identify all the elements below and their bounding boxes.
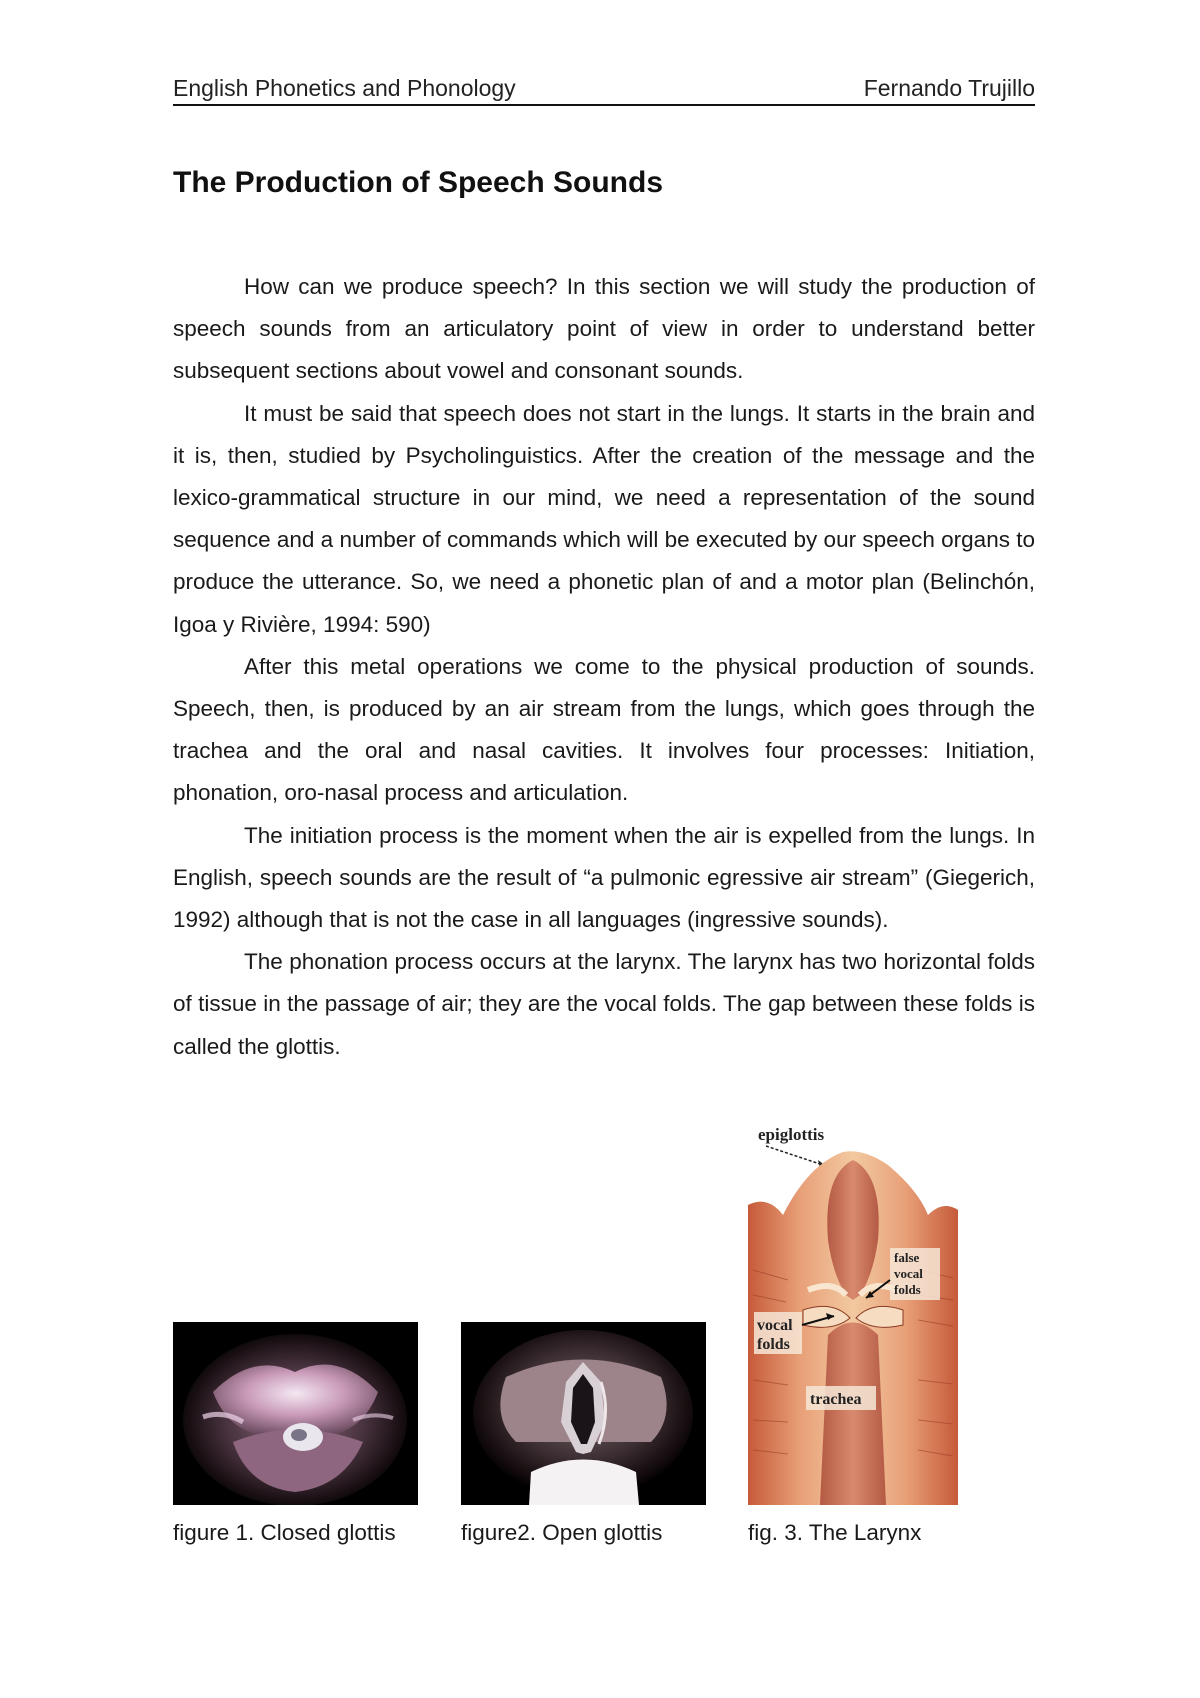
paragraph-phonation: The phonation process occurs at the larynx. The larynx has two horizontal folds of tissue in the passage of air; they are the vocal folds. The gap between these folds is called the glottis. bbox=[173, 949, 1035, 1059]
vocal-folds-label-line2: folds bbox=[757, 1336, 790, 1353]
figure-1-caption: figure 1. Closed glottis bbox=[173, 1520, 396, 1545]
paragraph-initiation: The initiation process is the moment when the air is expelled from the lungs. In English, speech sounds are the result of “a pulmonic egressive air stream” (Giegerich, 1992) although that is not the case in all languages (ingressive sounds). bbox=[173, 822, 1035, 933]
false-vocal-folds-label-line2: vocal bbox=[894, 1266, 923, 1281]
trachea-label: trachea bbox=[810, 1391, 862, 1408]
paragraph-physical-production: After this metal operations we come to the physical production of sounds. Speech, then, is produced by an air stream from the lungs, which goes through the trachea and the oral and nasal cavities. It involves four processes: Initiation, phonation, oro-nasal process and articulation. bbox=[173, 653, 1035, 806]
figure-closed-glottis bbox=[173, 1322, 418, 1545]
running-header bbox=[173, 70, 1035, 102]
figure-2-caption: figure2. Open glottis bbox=[461, 1520, 663, 1545]
document-page bbox=[173, 0, 1035, 1698]
false-vocal-folds-label-line1: false bbox=[894, 1250, 920, 1265]
vocal-folds-label-line1: vocal bbox=[757, 1317, 793, 1334]
header-rule bbox=[173, 104, 1035, 106]
paragraph-intro: How can we produce speech? In this section we will study the production of speech sounds from an articulatory point of view in order to understand better subsequent sections about vowel and consonant sounds. bbox=[173, 274, 1035, 384]
document-title: The Production of Speech Sounds bbox=[173, 166, 664, 199]
open-glottis-photo bbox=[461, 1322, 706, 1505]
figure-larynx bbox=[748, 1120, 958, 1545]
body-text bbox=[173, 266, 1035, 1068]
larynx-diagram bbox=[748, 1120, 958, 1505]
header-course-title: English Phonetics and Phonology bbox=[173, 75, 516, 101]
figure-3-caption: fig. 3. The Larynx bbox=[748, 1520, 922, 1545]
false-vocal-folds-label-line3: folds bbox=[894, 1282, 921, 1297]
paragraph-brain: It must be said that speech does not start in the lungs. It starts in the brain and it is, then, studied by Psycholinguistics. After the creation of the message and the lexico-grammatical structure in our mind, we need a representation of the sound sequence and a number of commands which will be executed by our speech organs to produce the utterance. So, we need a phonetic plan of and a motor plan (Belinchón, Igoa y Rivière, 1994: 590) bbox=[173, 400, 1035, 637]
epiglottis-label: epiglottis bbox=[758, 1125, 825, 1144]
header-author: Fernando Trujillo bbox=[863, 75, 1035, 101]
closed-glottis-photo bbox=[173, 1322, 418, 1505]
figure-open-glottis bbox=[461, 1322, 706, 1545]
